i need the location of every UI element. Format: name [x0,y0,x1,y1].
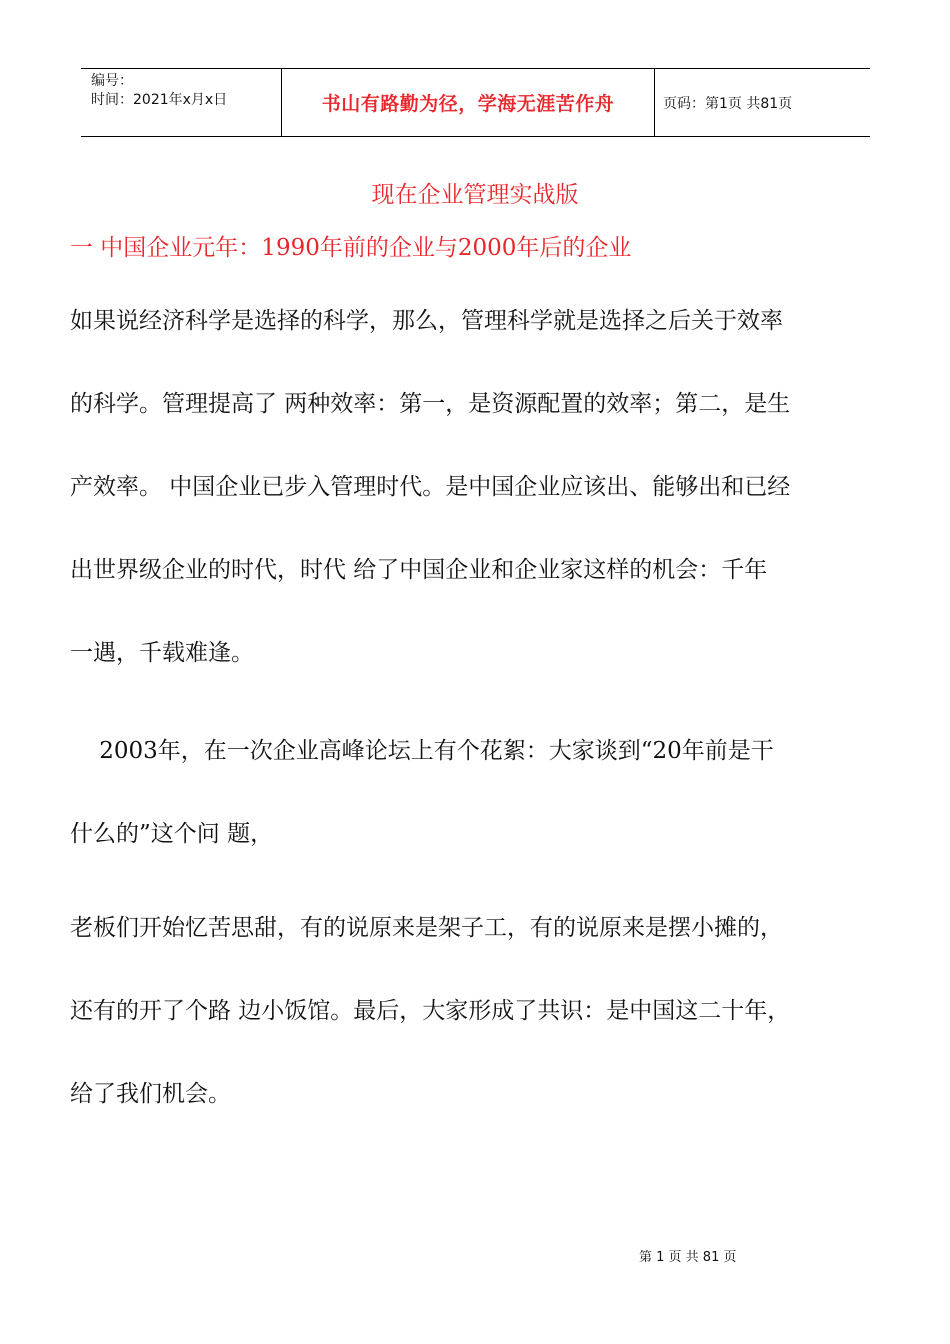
body-line: 的科学。管理提高了 两种效率：第一，是资源配置的效率；第二，是生 [70,391,791,417]
section-heading: 一 中国企业元年：1990年前的企业与2000年后的企业 [70,235,632,261]
motto-text: 书山有路勤为径，学海无涯苦作舟 [321,93,615,115]
time-label: 时间：2021年x月x日 [91,92,228,108]
document-title: 现在企业管理实战版 [371,182,579,208]
body-line: 老板们开始忆苦思甜，有的说原来是架子工，有的说原来是摆小摊的， [70,915,783,941]
body-line: 还有的开了个路 边小饭馆。最后，大家形成了共识：是中国这二十年， [70,998,791,1024]
header-table [81,68,870,137]
body-line: 如果说经济科学是选择的科学，那么，管理科学就是选择之后关于效率 [70,308,783,334]
page-footer: 第 1 页 共 81 页 [639,1250,737,1265]
body-line: 2003年，在一次企业高峰论坛上有个花絮：大家谈到“20年前是干 [70,738,774,764]
header-meta-cell [81,69,281,136]
body-line: 给了我们机会。 [70,1081,231,1107]
page-info-cell [655,69,870,136]
body-line: 一遇，千载难逢。 [70,640,254,666]
body-line: 出世界级企业的时代，时代 给了中国企业和企业家这样的机会：千年 [70,557,768,583]
motto-cell [281,69,655,136]
body-line: 产效率。 中国企业已步入管理时代。是中国企业应该出、能够出和已经 [70,474,791,500]
body-line: 什么的”这个问 题， [70,821,274,847]
page-info-text: 页码：第1页 共81页 [663,95,793,112]
number-label: 编号： [91,73,133,89]
